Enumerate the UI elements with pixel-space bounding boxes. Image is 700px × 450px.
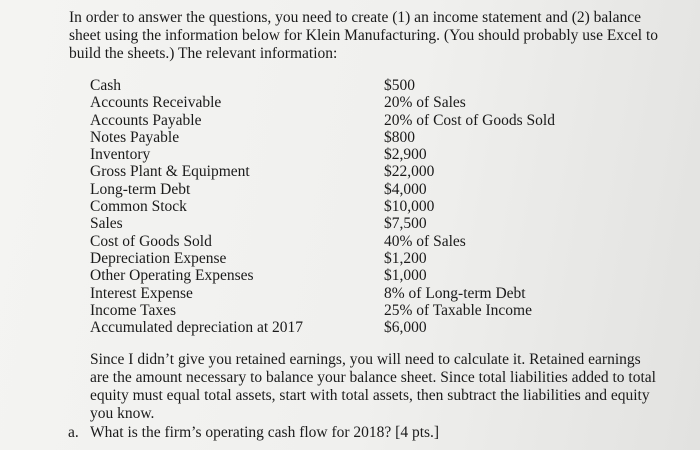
item-value: $1,200 bbox=[384, 249, 427, 267]
item-label: Notes Payable bbox=[90, 128, 180, 146]
table-row bbox=[90, 129, 584, 146]
item-value: $500 bbox=[384, 77, 415, 94]
table-row bbox=[90, 163, 584, 180]
table-row bbox=[90, 285, 584, 302]
question-a bbox=[68, 424, 439, 442]
item-label: Cost of Goods Sold bbox=[90, 232, 212, 250]
item-value: $22,000 bbox=[384, 163, 435, 181]
question-letter: a. bbox=[68, 424, 79, 441]
item-label: Sales bbox=[90, 215, 123, 233]
item-value: 20% of Sales bbox=[384, 94, 466, 112]
table-row bbox=[90, 267, 584, 284]
table-row bbox=[90, 302, 584, 319]
intro-paragraph: In order to answer the questions, you need to create (1) an income statement and (2) balance sheet using the information below for Klein Manufacturing. (You should probably use Excel to build the sheets.) The relevant information: bbox=[69, 9, 659, 62]
item-value: $6,000 bbox=[384, 319, 427, 337]
item-value: $2,900 bbox=[384, 146, 427, 164]
item-value: 25% of Taxable Income bbox=[384, 301, 532, 319]
table-row bbox=[90, 215, 584, 232]
item-label: Long-term Debt bbox=[90, 180, 191, 198]
item-label: Accounts Receivable bbox=[90, 94, 222, 112]
item-value: 40% of Sales bbox=[384, 232, 466, 250]
item-label: Accounts Payable bbox=[90, 111, 202, 129]
item-label: Common Stock bbox=[90, 198, 187, 216]
item-label: Cash bbox=[90, 77, 121, 94]
retained-earnings-note: Since I didn’t give you retained earnings, you will need to calculate it. Retained earnings are the amount necessary to balance your balance sheet. Since total liabilities added to total equity must equal total assets, start with total assets, then subtract the liabilities and equity you know. bbox=[90, 351, 656, 422]
item-value: $4,000 bbox=[384, 180, 427, 198]
item-label: Inventory bbox=[90, 146, 151, 164]
item-label: Accumulated depreciation at 2017 bbox=[90, 319, 304, 337]
question-text: What is the firm’s operating cash flow for 2018? [4 pts.] bbox=[90, 424, 440, 441]
table-row bbox=[90, 146, 584, 163]
item-label: Interest Expense bbox=[90, 284, 193, 302]
item-label: Other Operating Expenses bbox=[90, 267, 254, 285]
item-label: Depreciation Expense bbox=[90, 249, 227, 267]
item-label: Income Taxes bbox=[90, 301, 176, 319]
table-row bbox=[90, 77, 584, 94]
table-row bbox=[90, 181, 584, 198]
item-value: $800 bbox=[384, 128, 415, 146]
table-row bbox=[90, 94, 584, 111]
item-value: $1,000 bbox=[384, 267, 427, 285]
item-label: Gross Plant & Equipment bbox=[90, 163, 250, 181]
item-value: 8% of Long-term Debt bbox=[384, 284, 526, 302]
item-value: 20% of Cost of Goods Sold bbox=[384, 111, 555, 129]
table-row bbox=[90, 112, 584, 129]
table-row bbox=[90, 250, 584, 267]
item-value: $7,500 bbox=[384, 215, 427, 233]
relevant-information-table bbox=[90, 77, 584, 336]
item-value: $10,000 bbox=[384, 198, 435, 216]
table-row bbox=[90, 319, 584, 336]
table-row bbox=[90, 198, 584, 215]
table-row bbox=[90, 233, 584, 250]
